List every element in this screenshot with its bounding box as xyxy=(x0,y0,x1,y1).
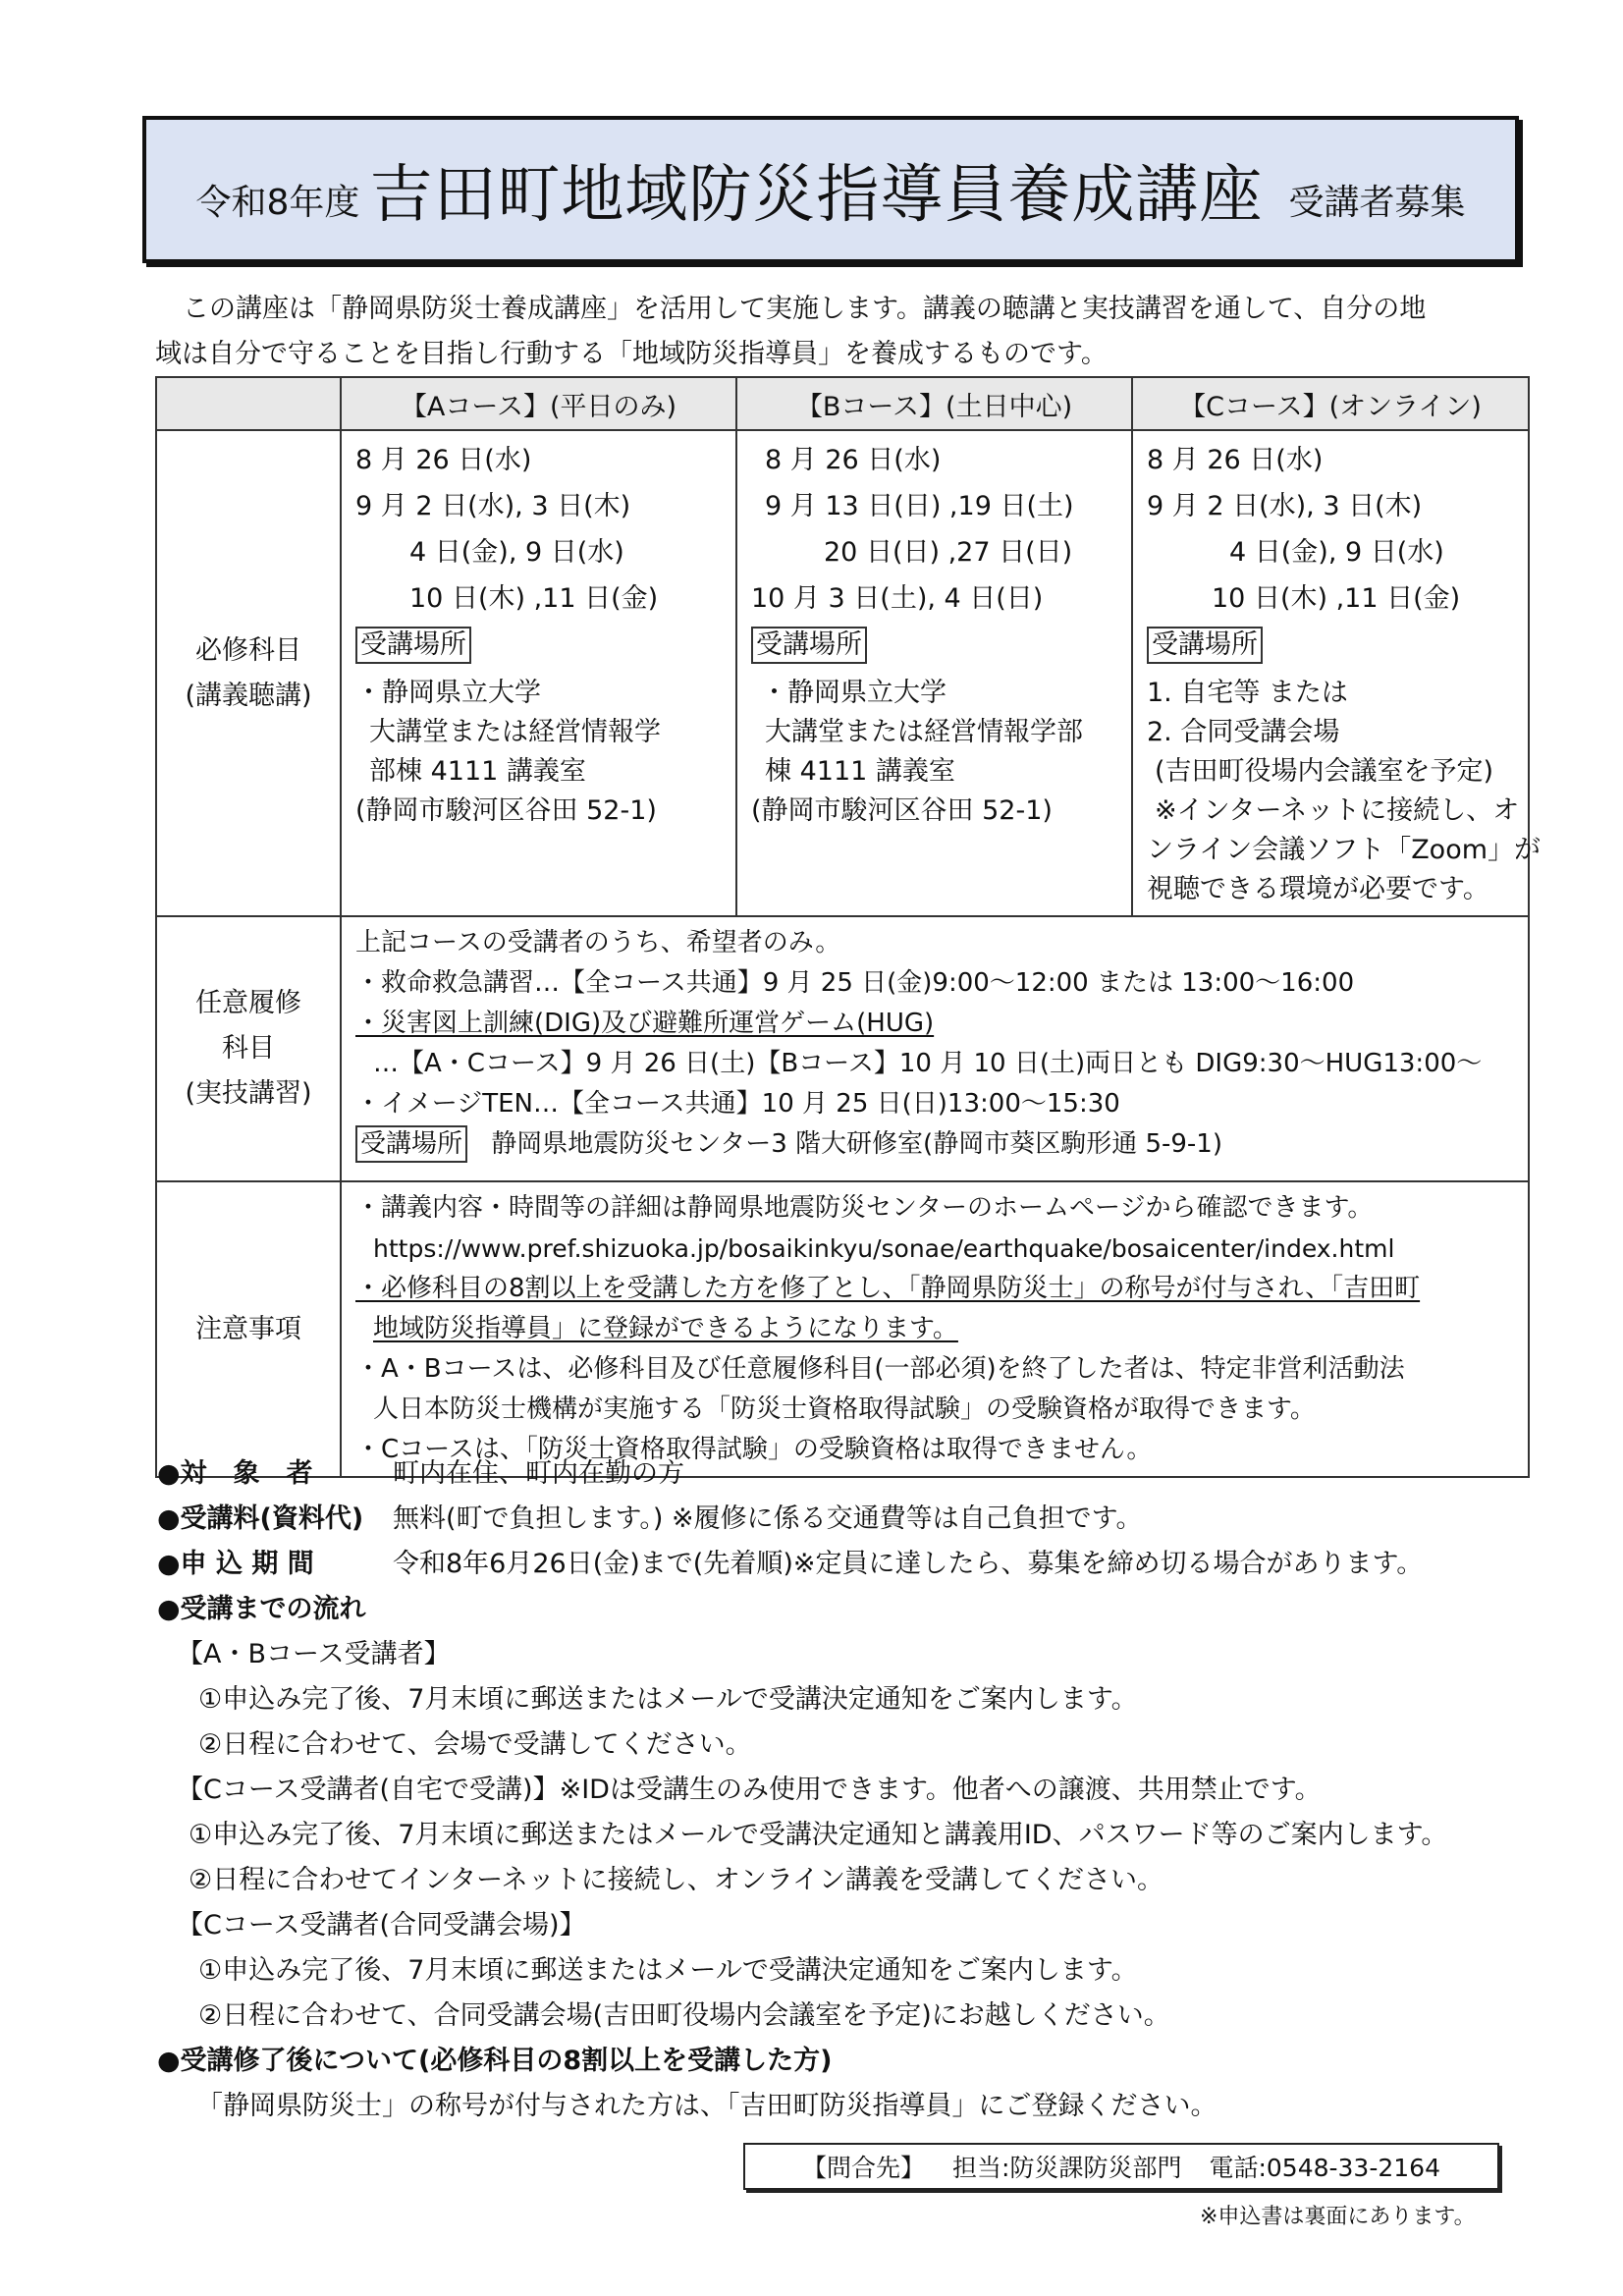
contact-tel: 電話:0548-33-2164 xyxy=(1209,2154,1440,2182)
c-venue-step-2: ②日程に合わせて、合同受講会場(吉田町役場内会議室を予定)にお越しください。 xyxy=(198,2000,1170,2031)
notes-row xyxy=(156,1181,1529,1477)
ab-step-2: ②日程に合わせて、会場で受講してください。 xyxy=(198,1729,752,1760)
info-section xyxy=(157,1451,1551,2129)
header-course-b: 【Bコース】(土日中心) xyxy=(736,377,1132,430)
c-home-heading: 【Cコース受講者(自宅で受講)】※IDは受講生のみ使用できます。他者への譲渡、共用禁止です。 xyxy=(177,1775,1322,1805)
required-row xyxy=(156,430,1529,916)
optional-label: 任意履修 科目 (実技講習) xyxy=(156,916,341,1181)
title-year: 令和8年度 xyxy=(195,182,360,223)
notes-cell: ・講義内容・時間等の詳細は静岡県地震防災センターのホームページから確認できます。 https://www.pref.shizuoka.jp/bosaikinkyu/sonae/earthquake/bosaicenter/index.html ・必修科目の8割以上を受講した方を修了とし、「静岡県防災士」の称号が付与され、「吉田町 地域防災指導員」に登録ができるようになります。 ・A・Bコースは、必修科目及び任意履修科目(一部必須)を終了した者は、特定非営利活動法 人日本防災士機構が実施する「防災士資格取得試験」の受験資格が取得できます。 ・Cコースは、「防災士資格取得試験」の受験資格は取得できません。 xyxy=(341,1181,1529,1477)
after-heading: ●受講修了後について(必修科目の8割以上を受講した方) xyxy=(157,2046,833,2076)
contact-label: 【問合先】 xyxy=(802,2154,926,2182)
after-text: 「静岡県防災士」の称号が付与された方は、「吉田町防災指導員」にご登録ください。 xyxy=(196,2091,1217,2121)
header-corner xyxy=(156,377,341,430)
ab-course-heading: 【A・Bコース受講者】 xyxy=(177,1639,451,1669)
back-note: ※申込書は裏面にあります。 xyxy=(1200,2205,1476,2229)
header-course-a: 【Aコース】(平日のみ) xyxy=(341,377,736,430)
venue-label: 受講場所 xyxy=(751,627,867,664)
course-c-cell: 8 月 26 日(水) 9 月 2 日(水), 3 日(木) 4 日(金), 9 日(水) 10 日(木) ,11 日(金) 受講場所 1. 自宅等 または 2. 合同受講会場 (吉田町役場内会議室を予定) ※インターネットに接続し、オ ンライン会議ソフト「Zoom」が 視聴できる環境が必要です。 xyxy=(1132,430,1529,916)
contact-person: 担当:防災課防災部門 xyxy=(952,2154,1182,2182)
notes-url: https://www.pref.shizuoka.jp/bosaikinkyu/sonae/earthquake/bosaicenter/index.html xyxy=(373,1234,1395,1263)
intro-line: 域は自分で守ることを目指し行動する「地域防災指導員」を養成するものです。 xyxy=(155,339,1108,369)
page-title: 吉田町地域防災指導員養成講座 xyxy=(369,159,1264,232)
optional-cell: 上記コースの受講者のうち、希望者のみ。 ・救命救急講習…【全コース共通】9 月 25 日(金)9:00～12:00 または 13:00～16:00 ・災害図上訓練(DIG)及び避難所運営ゲーム(HUG) …【A・Cコース】9 月 26 日(土)【Bコース】10 月 10 日(土)両日とも DIG9:30～HUG13:00～ ・イメージTEN…【全コース共通】10 月 25 日(日)13:00～15:30 受講場所 静岡県地震防災センター3 階大研修室(静岡市葵区駒形通 5-9-1) xyxy=(341,916,1529,1181)
flow-heading: ●受講までの流れ xyxy=(157,1594,366,1624)
contact-box xyxy=(743,2143,1499,2190)
venue-label: 受講場所 xyxy=(355,627,471,664)
course-table xyxy=(155,376,1542,1478)
c-venue-heading: 【Cコース受講者(合同受講会場)】 xyxy=(177,1910,586,1941)
fee-line: ●受講料(資料代) 無料(町で負担します。) ※履修に係る交通費等は自己負担です。 xyxy=(157,1503,1143,1534)
venue-label: 受講場所 xyxy=(355,1125,467,1163)
ab-step-1: ①申込み完了後、7月末頃に郵送またはメールで受講決定通知をご案内します。 xyxy=(198,1684,1138,1715)
title-sub: 受講者募集 xyxy=(1288,182,1466,223)
c-home-step-2: ②日程に合わせてインターネットに接続し、オンライン講義を受講してください。 xyxy=(189,1865,1163,1895)
header-course-c: 【Cコース】(オンライン) xyxy=(1132,377,1529,430)
intro-line: この講座は「静岡県防災士養成講座」を活用して実施します。講義の聴講と実技講習を通して、自分の地 xyxy=(183,294,1427,324)
venue-label: 受講場所 xyxy=(1147,627,1263,664)
optional-row xyxy=(156,916,1529,1181)
title-banner xyxy=(142,116,1519,263)
course-b-cell: 8 月 26 日(水) 9 月 13 日(日) ,19 日(土) 20 日(日) ,27 日(日) 10 月 3 日(土), 4 日(日) 受講場所 ・静岡県立大学 大講堂または経営情報学部 棟 4111 講義室 (静岡市駿河区谷田 52-1) xyxy=(736,430,1132,916)
c-home-step-1: ①申込み完了後、7月末頃に郵送またはメールで受講決定通知と講義用ID、パスワード等のご案内します。 xyxy=(189,1820,1448,1850)
optional-venue: 静岡県地震防災センター3 階大研修室(静岡市葵区駒形通 5-9-1) xyxy=(491,1129,1222,1159)
target-line: ●対 象 者 町内在住、町内在勤の方 xyxy=(157,1458,684,1489)
intro-paragraph xyxy=(155,287,1530,377)
period-line: ●申 込 期 間 令和8年6月26日(金)まで(先着順)※定員に達したら、募集を締め切る場合があります。 xyxy=(157,1549,1424,1579)
required-label: 必修科目 (講義聴講) xyxy=(156,430,341,916)
c-venue-step-1: ①申込み完了後、7月末頃に郵送またはメールで受講決定通知をご案内します。 xyxy=(198,1955,1138,1986)
notes-label: 注意事項 xyxy=(156,1181,341,1477)
course-a-cell: 8 月 26 日(水) 9 月 2 日(水), 3 日(木) 4 日(金), 9 日(水) 10 日(木) ,11 日(金) 受講場所 ・静岡県立大学 大講堂または経営情報学 部棟 4111 講義室 (静岡市駿河区谷田 52-1) xyxy=(341,430,736,916)
table-header-row xyxy=(156,377,1529,430)
